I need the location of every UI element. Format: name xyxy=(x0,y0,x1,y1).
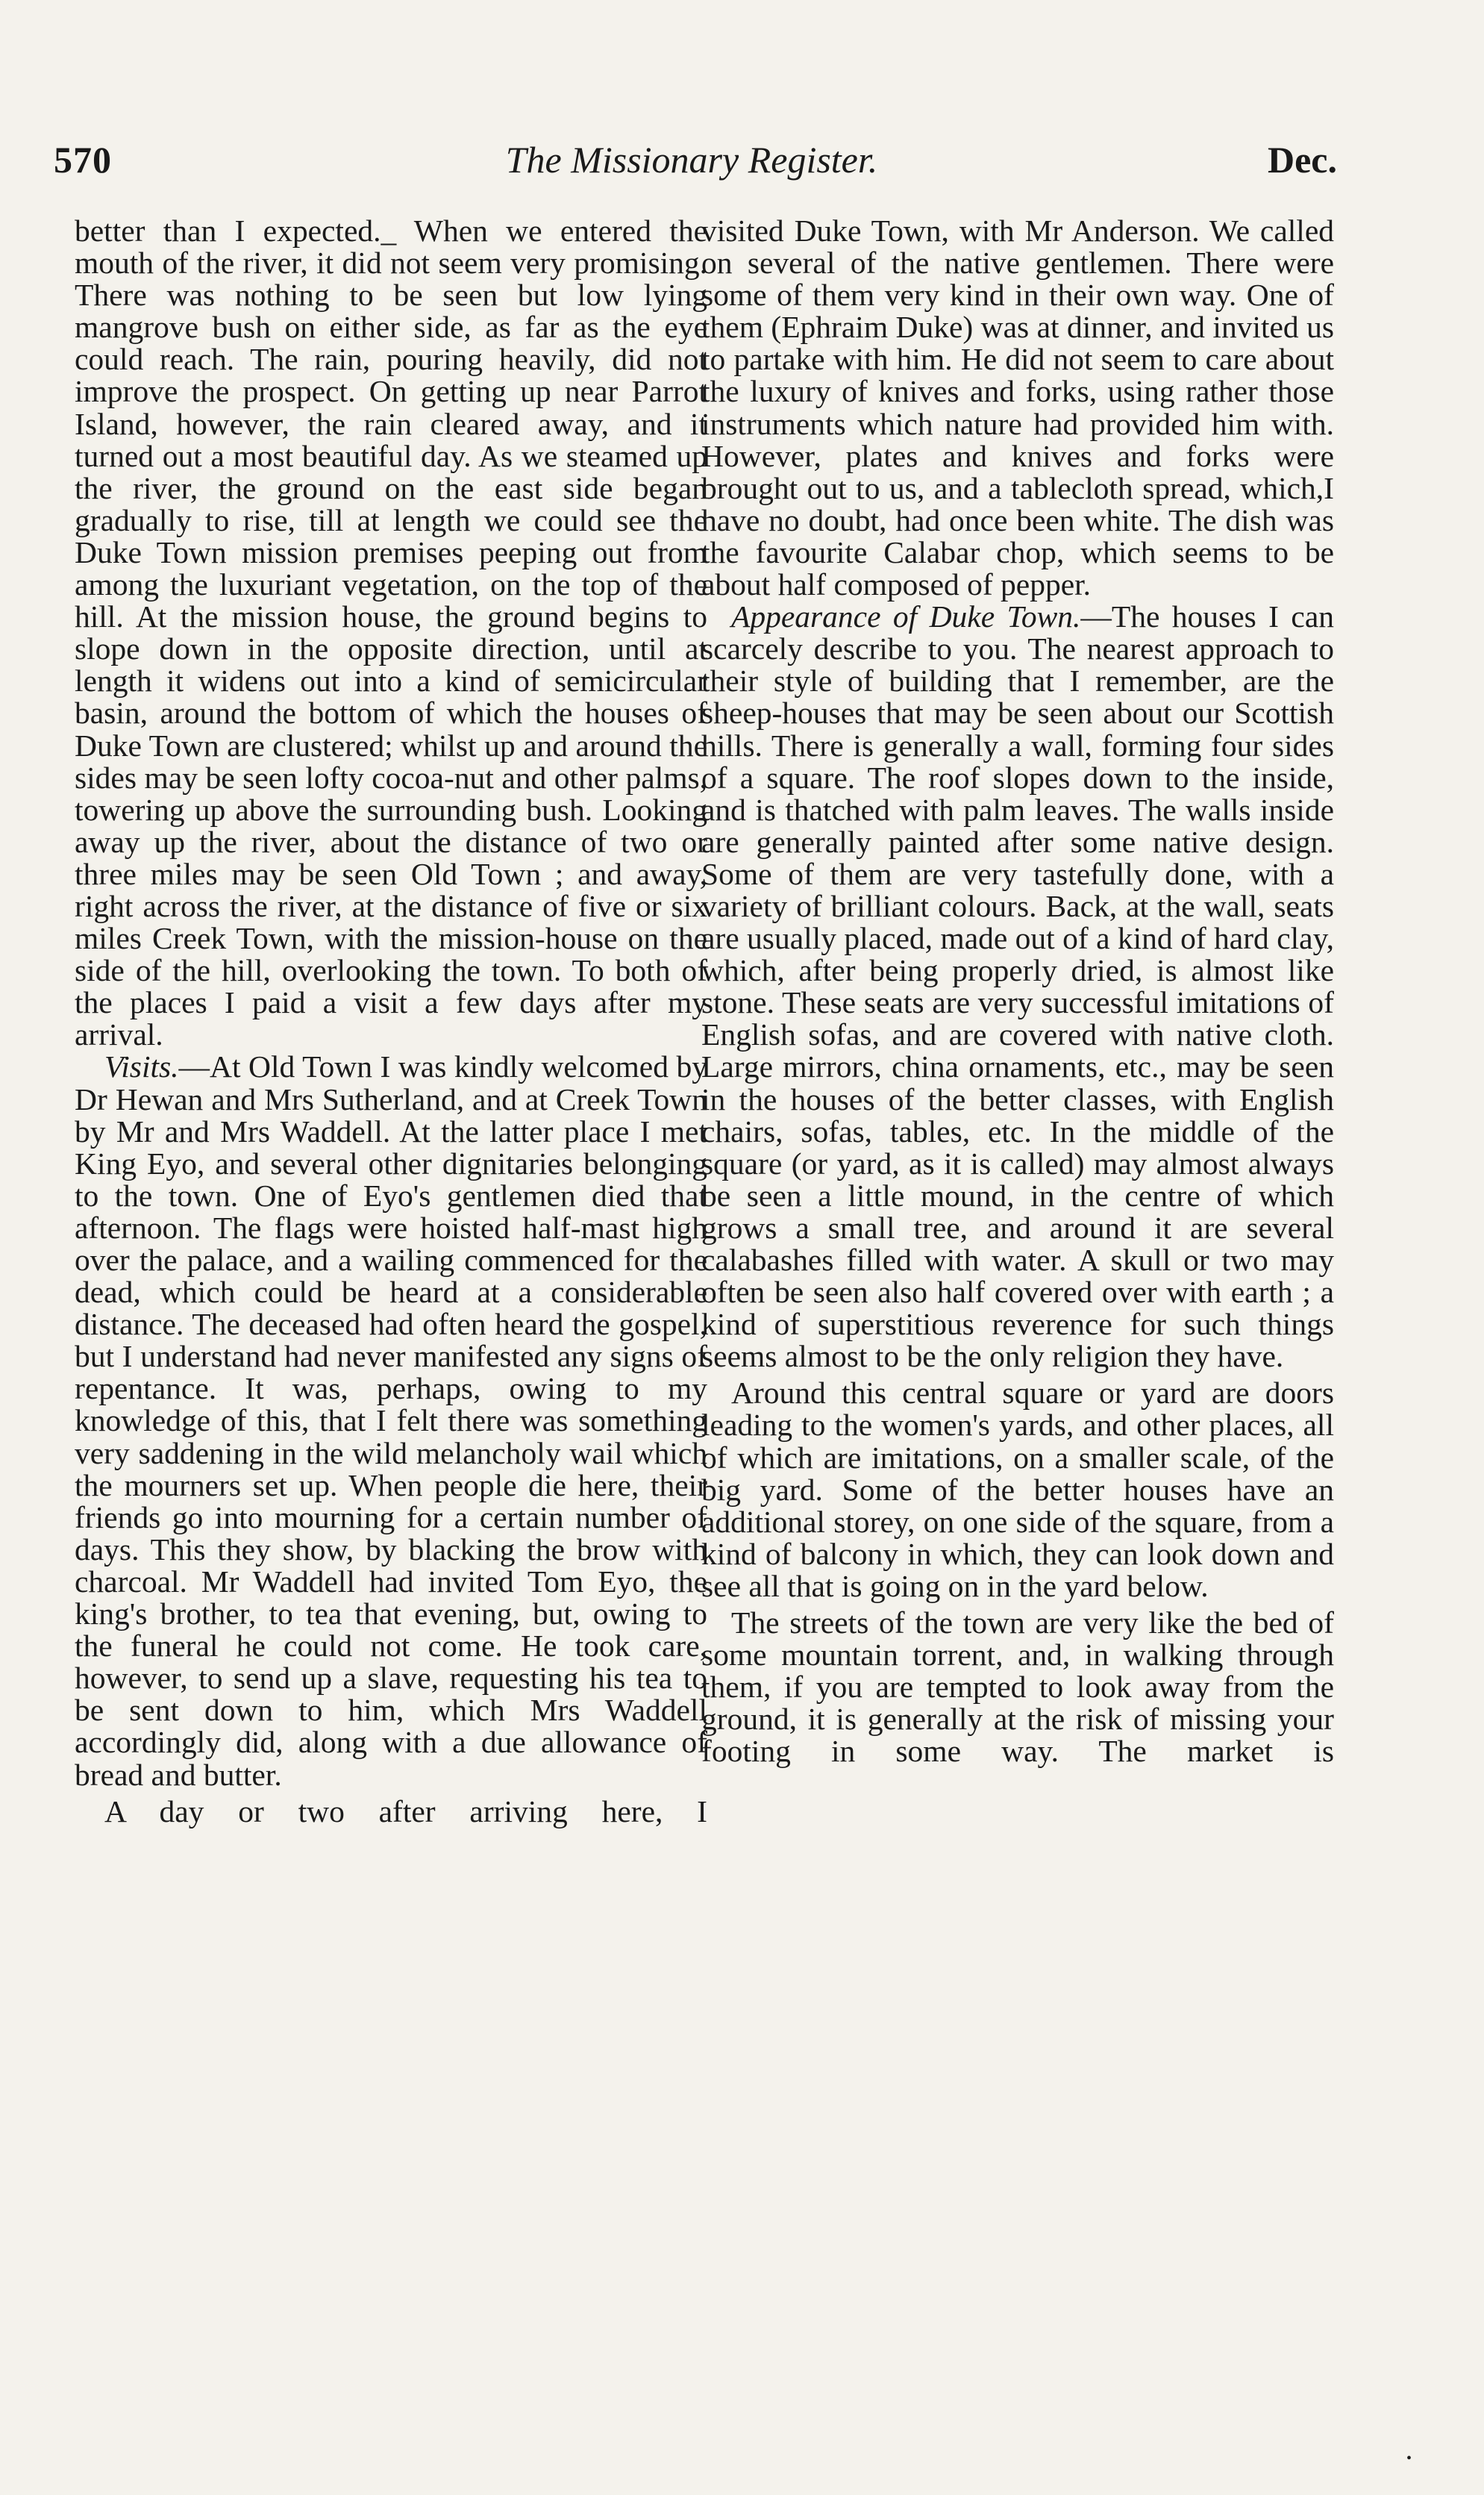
issue-month: Dec. xyxy=(1268,139,1337,181)
section-heading-appearance: Appearance of Duke Town. xyxy=(731,599,1081,634)
running-head xyxy=(46,138,1337,190)
right-column xyxy=(701,215,1334,1768)
left-column xyxy=(75,215,707,1828)
paragraph-duke-town-visit: visited Duke Town, with Mr Anderson. We called on several of the native gentlemen. There were some of them very kind in their own way. One of them (Ephraim Duke) was at dinner, and invited us to partake with him. He did not seem to care about the luxury of knives and forks, using rather those instruments which nature had provided him with. However, plates and knives and forks were brought out to us, and a tablecloth spread, which,I have no doubt, had once been white. The dish was the favourite Calabar chop, which seems to be about half composed of pepper. xyxy=(701,213,1334,602)
paragraph-duke-town-visit-start: A day or two after arriving here, I xyxy=(104,1793,707,1829)
paragraph-visits xyxy=(75,1051,707,1790)
section-heading-visits: Visits. xyxy=(104,1049,179,1084)
journal-title: The Missionary Register. xyxy=(505,139,878,181)
page-number: 570 xyxy=(54,139,112,181)
paragraph-river-approach: better than I expected._ When we entered the mouth of the river, it did not seem very promising. There was nothing to be seen but low lying mangrove bush on either side, as far as the eye could reach. The rain, pouring heavily, did not improve the prospect. On getting up near Parrot Island, however, the rain cleared away, and it turned out a most beautiful day. As we steamed up the river, the ground on the east side began gradually to rise, till at length we could see the Duke Town mission premises peeping out from among the luxuriant vegetation, on the top of the hill. At the mission house, the ground begins to slope down in the opposite direction, until at length it widens out into a kind of semicircular basin, around the bottom of which the houses of Duke Town are clustered; whilst up and around the sides may be seen lofty cocoa-nut and other palms, towering up above the surrounding bush. Looking away up the river, about the distance of two or three miles may be seen Old Town ; and away, right across the river, at the distance of five or six miles Creek Town, with the mission-house on the side of the hill, overlooking the town. To both of the places I paid a visit a few days after my arrival. xyxy=(75,213,707,1052)
paragraph-appearance xyxy=(701,601,1334,1373)
print-speck: • xyxy=(1406,2450,1412,2467)
paragraph-streets: The streets of the town are very like the bed of some mountain torrent, and, in walking through them, if you are tempted to look away from the ground, it is generally at the risk of missing your footing in some way. The market is xyxy=(701,1605,1334,1769)
paragraph-central-square: Around this central square or yard are doors leading to the women's yards, and other places, all of which are imitations, on a smaller scale, of the big yard. Some of the better houses have an additional storey, on one side of the square, from a kind of balcony in which, they can look down and see all that is going on in the yard below. xyxy=(701,1375,1334,1603)
paragraph-appearance-text: —The houses I can scarcely describe to you. The nearest approach to their style of building that I remember, are the sheep-houses that may be seen about our Scottish hills. There is generally a wall, forming four sides of a square. The roof slopes down to the inside, and is thatched with palm leaves. The walls inside are generally painted after some native design. Some of them are very tastefully done, with a variety of brilliant colours. Back, at the wall, seats are usually placed, made out of a kind of hard clay, which, after being properly dried, is almost like stone. These seats are very successful imitations of English sofas, and are covered with native cloth. Large mirrors, china ornaments, etc., may be seen in the houses of the better classes, with English chairs, sofas, tables, etc. In the middle of the square (or yard, as it is called) may almost always be seen a little mound, in the centre of which grows a small tree, and around it are several calabashes filled with water. A skull or two may often be seen also half covered over with earth ; a kind of superstitious reverence for such things seems almost to be the only religion they have. xyxy=(701,599,1334,1374)
paragraph-visits-text: —At Old Town I was kindly welcomed by Dr Hewan and Mrs Sutherland, and at Creek Town by Mr and Mrs Waddell. At the latter place I met King Eyo, and several other dignitaries belonging to the town. One of Eyo's gentlemen died that afternoon. The flags were hoisted half-mast high over the palace, and a wailing commenced for the dead, which could be heard at a considerable distance. The deceased had often heard the gospel, but I understand had never manifested any signs of repentance. It was, perhaps, owing to my knowledge of this, that I felt there was something very saddening in the wild melancholy wail which the mourners set up. When people die here, their friends go into mourning for a certain number of days. This they show, by blacking the brow with charcoal. Mr Waddell had invited Tom Eyo, the king's brother, to tea that evening, but, owing to the funeral he could not come. He took care, however, to send up a slave, requesting his tea to be sent down to him, which Mrs Waddell accordingly did, along with a due allowance of bread and butter. xyxy=(75,1049,707,1792)
